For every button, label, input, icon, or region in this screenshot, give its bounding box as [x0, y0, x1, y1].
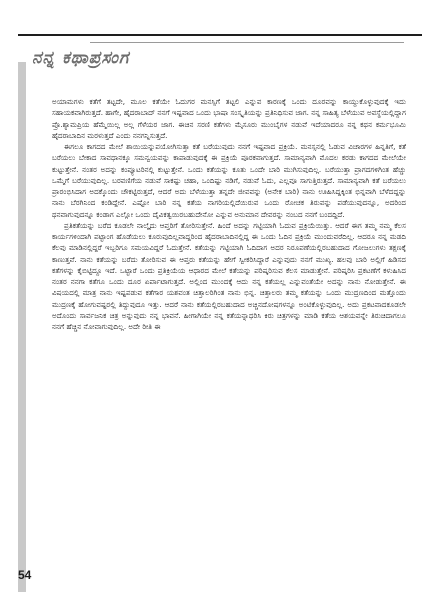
paragraph: ಈಗಲೂ ಕಾಗದದ ಮೇಲೆ ಶಾಯಿಯನ್ನುಪಯೋಗಿಸುತ್ತಾ ಕತೆ ಬರೆಯುವುದು ನನಗೆ ಇಷ್ಟವಾದ ಪ್ರಕ್ರಿಯೆ. ಮನಸ್ಸನಲ್ಲಿ ಓಡುವ ವಿಚಾರಗಳ ಹಿನ್ನತಿಗೆ, ಕತೆ ಬರೆಯಲು ಬೇಕಾದ ಸಾವಧಾನಕ್ಕೂ ಸಮನ್ವಯವನ್ನು ಕಾಪಾಡುವುದಕ್ಕೆ ಈ ಪ್ರಕ್ರಿಯೆ ಪೂರಕವಾಗುತ್ತದೆ. ಸಾಮಾನ್ಯವಾಗಿ ಮೊದಲ ಕರಡು ಕಾಗದದ ಮೇಲೆಯೇ ಕುಟ್ಟುತ್ತೇನೆ. ನಂತರ ಅದನ್ನು ಕಂಪ್ಯೂಟರಿನಲ್ಲಿ ಕುಟ್ಟುತ್ತೇನೆ. ಒಂದು ಕತೆಯನ್ನು ಕೂತು ಒಂದೇ ಬಾರಿ ಮುಗಿಸುವುದಿಲ್ಲ. ಬರೆಯುತ್ತಾ ಪ್ರಾಗದಗಳಿಗಿಂತ ಹೆಚ್ಚು ಒಮ್ಮೆಗೆ ಬರೆಯುವುದಿಲ್ಲ. ಬರವಣಿಗೆಯ ನಡುವೆ ಸಾಕಷ್ಟು ಚಹಾ, ಒಂದಿಷ್ಟು ನಡಿಗೆ, ನಡುವೆ ಓದು, ಎಲ್ಲವೂ ಸಾಗುತ್ತಿರುತ್ತದೆ. ಸಾಮಾನ್ಯವಾಗಿ ಕತೆ ಬರೆಯಲು ಪ್ರಾರಂಭಿಸಿದಾಗ ಅದಕ್ಕೊಂದು ಚೌಕಟ್ಟಿರುತ್ತದೆ, ಆದರೆ ಅದು ಬೆಳೆಯುತ್ತಾ ತನ್ನದೇ ಜೀವವನ್ನು (ಅನೇಕ ಬಾರಿ) ನಾನು ಊಹಿಸಿದ್ದಕ್ಕಿಂತ ಭಿನ್ನವಾಗಿ ಬೆಳೆದದ್ದನ್ನು ನಾನು ಬೆರಗಿನಿಂದ ಕಂಡಿದ್ದೇನೆ. ಎಷ್ಟೋ ಬಾರಿ ನನ್ನ ಕತೆಯ ನಾಗರಿಯಲ್ಲಿದೆಯಿರುವ ಒಂದು ರೋಚಕ ತಿರುವನ್ನು ಪಡೆಯುವುದನ್ನೂ, ಅದರಿಂದ ಥನವಾಗುವುದನ್ನೂ ಕಂಡಾಗ ಎಲ್ಲೋ ಒಂದು ದೈವಿಕತ್ವಯಿರಬಹುದೇನೋ ಎನ್ನುವ ಅನುಮಾನ ದೇವರನ್ನು ನಂಬದ ನನಗೆ ಬಂದದ್ದಿದೆ. [52, 142, 406, 219]
body-text [52, 96, 406, 332]
chapter-header [18, 34, 422, 98]
page-number: 54 [18, 568, 32, 582]
paragraph: ಅಯಾಮಗಳು ಕತೆಗೆ ತಟ್ಟದೇ, ಮೂಲ ಕತೆಯೇ ಓದುಗರ ಮನಸ್ಸಿಗೆ ತಟ್ಟಲಿ ಎನ್ನುವ ಕಾರಣಕ್ಕೆ ಒಂದು ದೂರವನ್ನು ಕಾಯ್ದುಕೊಳ್ಳುವುದಕ್ಕೆ ಇದು ಸಹಾಯಕವಾಗಿರುತ್ತದೆ. ಹಾಗೇ, ಹೈದರಾಬಾದ್ ನನಗೆ ಇಷ್ಟವಾದ ಒಂದು ಭಾಷಾ ಸಂಸ್ಕೃತಿಯನ್ನು ಪ್ರತಿನಿಧಿಸುವ ಜಾಗ. ನನ್ನ ಸಾಹಿತ್ಯ ಬೆಳೆಯುವ ಅವಸ್ಥೆಯಲ್ಲಿದ್ದಾಗ ಪ್ರೊ.ಶ್ಯಾಮಪ್ರಿಯ ಹೆಮ್ಮೆಯಿಲ್ಲ ಅಲ್ಲ ಗೆಳೆಯರ ಜಾಗ. ಈಚಿನ ಸರಣಿ ಕತೆಗಳು ಮೈಸೂರು ಮುಂಬೈಗಳ ನಡುವೆ ಇದೆಯಾದರೂ ನನ್ನ ಕಥನ ಕರ್ಮಭೂಮಿ ಹೈದರಾಬಾದಿನ ಮರಳುತ್ತದೆ ಎಂದು ನನಗನ್ನಿಸುತ್ತದೆ. [52, 97, 406, 140]
paragraph: ಪ್ರತಿಕತೆಯನ್ನು ಬರೆದ ಕೂಡಲೇ ನಾಲ್ಕೈದು ಆಪ್ತರಿಗೆ ತೋರಿಸುತ್ತೇನೆ. ಹಿಂದೆ ಅದನ್ನು ಗಟ್ಟಿಯಾಗಿ ಓದುವ ಪ್ರಕ್ರಿಯೆಯಿತ್ತು. ಆದರೆ ಈಗ ತಮ್ಮ ನಮ್ಮ ಕೆಲಸ ಕಾರ್ಯಗಳಿಂದಾಗಿ ಪಟ್ಟಾಂಗ ಹೊಡೆಯಲು ಕೂರುವುದಿಲ್ಲವಾದ್ದರಿಂದ ಹೈದರಾಬಾದಿನಲ್ಲಿದ್ದ ಈ ಒಂದು ಓದಿನ ಪ್ರಕ್ರಿಯೆ ಮುಂದುವರೆದಿಲ್ಲ. ಆದರೂ ನನ್ನ ಮಡದಿ ಕೆಲವು ಮಾಡಿನಲ್ಲಿದ್ದರೆ ಇಬ್ಬರಿಗೂ ಸಮಯವಿದ್ದರೆ ಓದುತ್ತೇನೆ. ಕತೆಯನ್ನು ಗಟ್ಟಿಯಾಗಿ ಓದಿದಾಗ ಅದರ ನಿರೂಪಣೆಯಲ್ಲಿರಬಹುದಾದ ಗೋಜಲುಗಳು ತಕ್ಷಣಕ್ಕೆ ಕಾಣುತ್ತವೆ. ನಾನು ಕತೆಯನ್ನು ಬರೆದು ತೋರಿಸುವ ಈ ಆಪ್ತರು ಕತೆಯನ್ನು ಹೇಗೆ ಸ್ವೀಕರಿಸಿದ್ದಾರೆ ಎನ್ನುವುದು ನನಗೆ ಮುಖ್ಯ. ಹಲವು ಬಾರಿ ಅಲ್ಲಿಗೆ ಹಿಡಿಸದ ಕತೆಗಳನ್ನು ಕೈಬಿಟ್ಟಿದ್ದೂ ಇದೆ. ಒಟ್ಟಾರೆ ಒಂದು ಪ್ರತಿಕ್ರಿಯೆಯ ಆಧಾರದ ಮೇಲೆ ಕತೆಯನ್ನು ಪರಿಷ್ಕರಿಸುವ ಕೆಲಸ ಮಾಡುತ್ತೇನೆ. ಪರಿಷ್ಕರಿಸಿ ಪ್ರಕಟಣೆಗೆ ಕಳುಹಿಸಿದ ನಂತರ ನನಗಾ ಕತೆಗೂ ಒಂದು ದೂರ ಏರ್ಪಾಟಾಗುತ್ತದೆ. ಅಲ್ಲಿಂದ ಮುಂದಕ್ಕೆ ಆದು ನನ್ನ ಕತೆಯಲ್ಲ ಎನ್ನುವಂತೆಯೇ ಅದನ್ನು ನಾನು ನೋಡುತ್ತೇನೆ. ಈ ವಿಷಯದಲ್ಲಿ ಮಾತ್ರ ನಾನು ಇಷ್ಟಪಡುವ ಕತೆಗಾರ ಯಶವಂತ ಚಿತ್ತಾಲರಿಗಿಂತ ನಾನು ಭಿನ್ನ. ಚಿತ್ತಾಲರು ತಮ್ಮ ಕತೆಯನ್ನು ಒಂದು ಮುದ್ರಣದಿಂದ ಮತ್ತೊಂದು ಮುದ್ರಣಕ್ಕೆ ಹೋಗುವಷ್ಟರಲ್ಲಿ ತಿದ್ದುವುದೂ ಇತ್ತು. ಆದರೆ ನಾನು ಕತೆಯಲ್ಲಿರಬಹುದಾದ ಅಚ್ಚಿನದೋಷಗಳನ್ನೂ ಅಂಟಿಕೊಳ್ಳುವುದಿಲ್ಲ. ಅದು ಪ್ರಕಟವಾದಕೂಡಲೇ ಅದೊಂದು ಸಾರ್ವಜನಿಕ ಚಿತ್ರ ಅನ್ನುವುದು ನನ್ನ ಭಾವನೆ. ಹೀಗಾಗಿಯೇ ನನ್ನ ಕತೆಯನ್ನಾಧರಿಸಿ ಕಿರು ಚಿತ್ರಗಳನ್ನು ಮಾಡಿ ಕತೆಯ ಆಶಯವನ್ನೇ ತಿರುಚಿದಾಗಲೂ ನನಗೆ ಹೆಚ್ಚಿನ ನೋವಾಗುವುದಿಲ್ಲ. ಅದೇ ರೀತಿ ಈ [52, 220, 406, 331]
header-rule [90, 42, 404, 43]
margin-bar [18, 62, 26, 592]
section-title: ನನ್ನ ಕಥಾಪ್ರಸಂಗ [32, 48, 130, 68]
